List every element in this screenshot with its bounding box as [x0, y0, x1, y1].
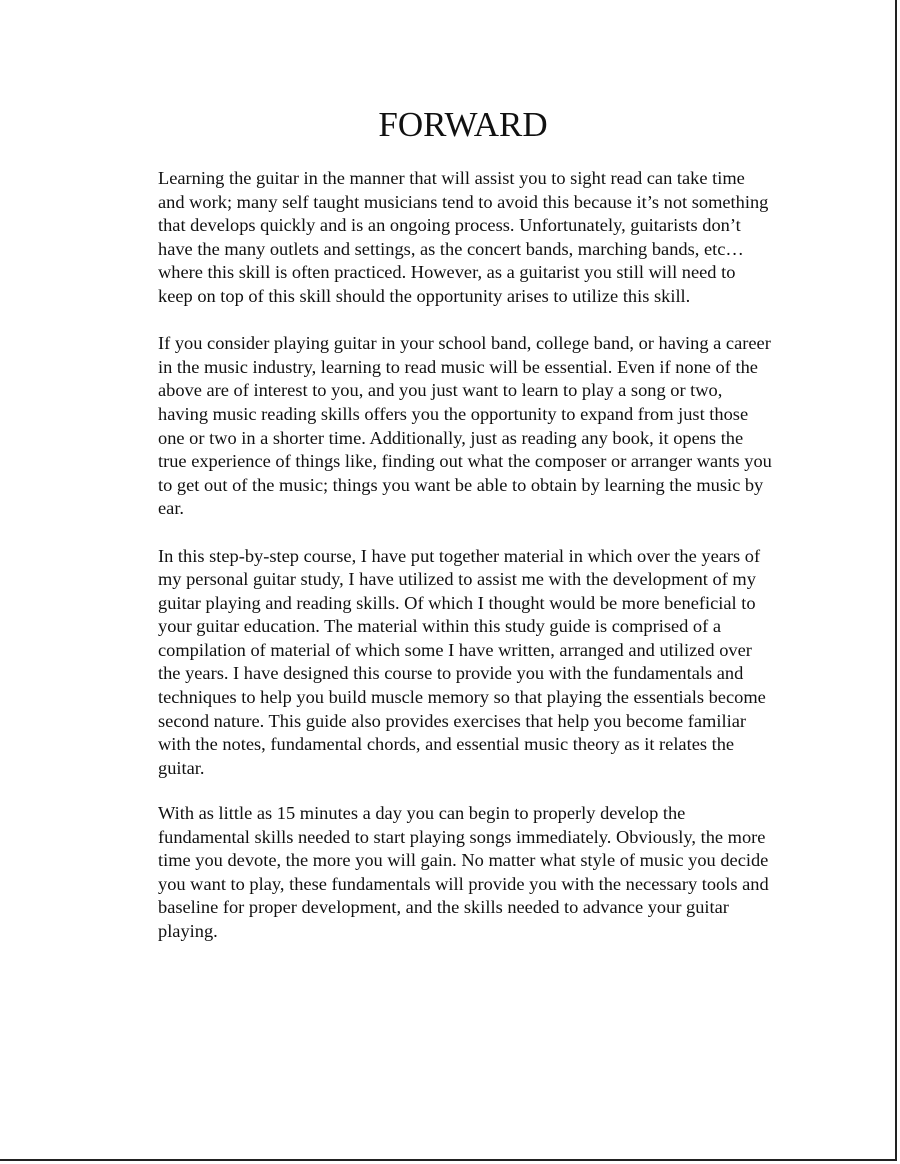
body-text: [158, 167, 774, 967]
paragraph-4: With as little as 15 minutes a day you can begin to properly develop the fundamental skills needed to start playing songs immediately. Obviously, the more time you devote, the more you will gain. No matter what style of music you decide you want to play, these fundamentals will provide you with the necessary tools and baseline for proper development, and the skills needed to advance your guitar playing.: [158, 803, 769, 941]
paragraph-1: Learning the guitar in the manner that will assist you to sight read can take time and work; many self taught musicians tend to avoid this because it’s not something that develops quickly and is an ongoing process. Unfortunately, guitarists don’t have the many outlets and settings, as the concert bands, marching bands, etc… where this skill is often practiced. However, as a guitarist you still will need to keep on top of this skill should the opportunity arises to utilize this skill.: [158, 168, 769, 306]
page-title: FORWARD: [378, 105, 548, 144]
paragraph-3: In this step-by-step course, I have put together material in which over the years of my personal guitar study, I have utilized to assist me with the development of my guitar playing and reading skills. Of which I thought would be more beneficial to your guitar education. The material within this study guide is comprised of a compilation of material of which some I have written, arranged and utilized over the years. I have designed this course to provide you with the fundamentals and techniques to help you build muscle memory so that playing the essentials become second nature. This guide also provides exercises that help you become familiar with the notes, fundamental chords, and essential music theory as it relates the guitar.: [158, 545, 766, 778]
paragraph-2: If you consider playing guitar in your school band, college band, or having a career in the music industry, learning to read music will be essential. Even if none of the above are of interest to you, and you just want to learn to play a song or two, having music reading skills offers you the opportunity to expand from just those one or two in a shorter time. Additionally, just as reading any book, it opens the true experience of things like, finding out what the composer or arranger wants you to get out of the music; things you want be able to obtain by learning the music by ear.: [158, 333, 772, 519]
